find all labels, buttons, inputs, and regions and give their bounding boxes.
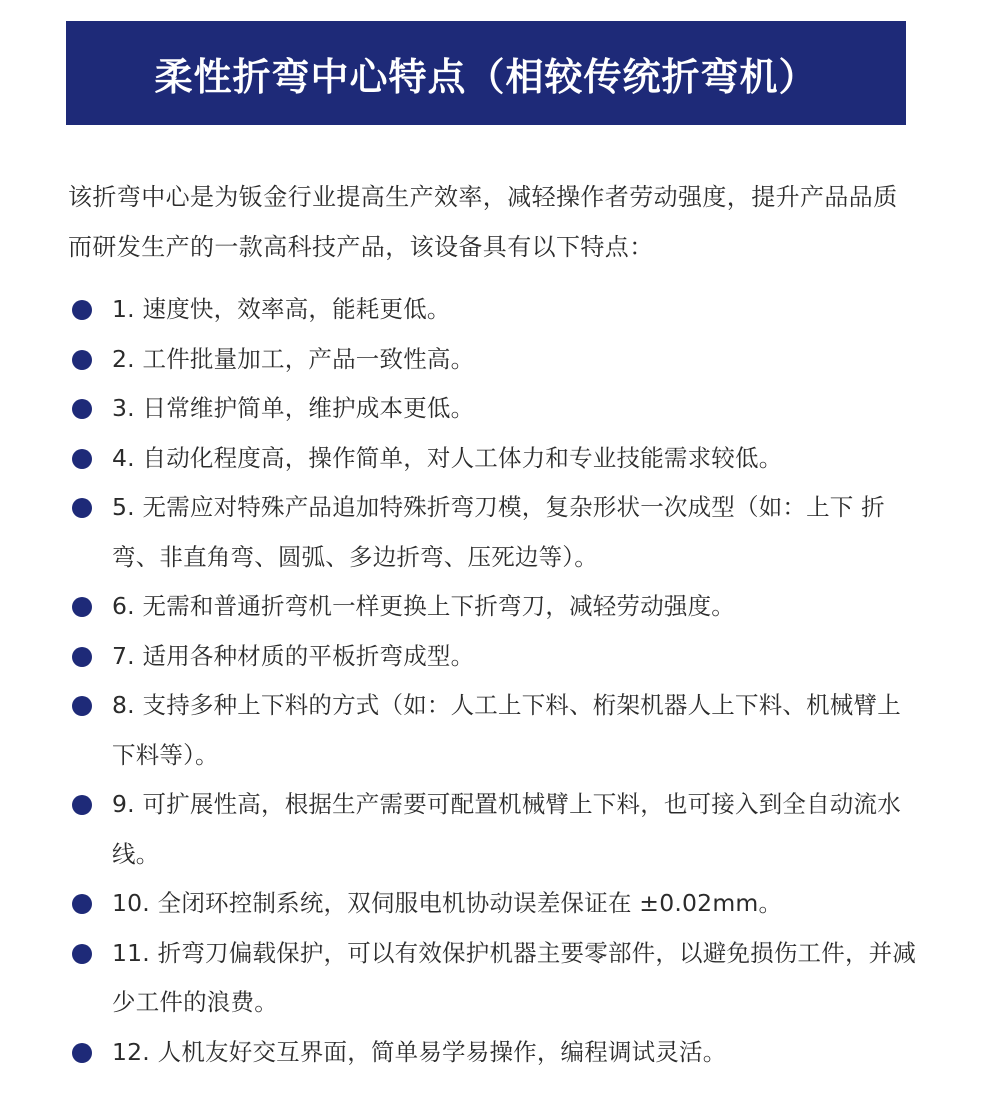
list-item <box>72 582 917 632</box>
feature-text: 2. 工件批量加工，产品一致性高。 <box>112 344 475 373</box>
feature-text: 9. 可扩展性高，根据生产需要可配置机械臂上下料，也可接入到全自动流水线。 <box>112 790 901 868</box>
list-item <box>72 929 917 1028</box>
list-item <box>72 632 917 682</box>
feature-text: 12. 人机友好交互界面，简单易学易操作，编程调试灵活。 <box>112 1037 727 1066</box>
feature-list <box>72 285 917 1077</box>
list-item <box>72 879 917 929</box>
feature-text: 11. 折弯刀偏载保护，可以有效保护机器主要零部件，以避免损伤工件，并减少工件的浪费。 <box>112 938 917 1016</box>
bullet-dot-icon <box>72 696 92 716</box>
bullet-dot-icon <box>72 350 92 370</box>
list-item <box>72 335 917 385</box>
feature-text: 6. 无需和普通折弯机一样更换上下折弯刀，减轻劳动强度。 <box>112 592 735 620</box>
bullet-dot-icon <box>72 1043 92 1063</box>
list-item <box>72 681 917 780</box>
bullet-dot-icon <box>72 498 92 518</box>
feature-text: 7. 适用各种材质的平板折弯成型。 <box>112 641 475 670</box>
list-item <box>72 1028 917 1078</box>
title-banner <box>66 21 906 125</box>
feature-text: 5. 无需应对特殊产品追加特殊折弯刀模，复杂形状一次成型（如：上下 折弯、非直角弯、圆弧、多边折弯、压死边等）。 <box>112 493 885 571</box>
feature-text: 3. 日常维护简单，维护成本更低。 <box>112 394 475 422</box>
bullet-dot-icon <box>72 647 92 667</box>
list-item <box>72 434 917 484</box>
list-item <box>72 384 917 434</box>
list-item <box>72 780 917 879</box>
page-title: 柔性折弯中心特点（相较传统折弯机） <box>154 54 818 99</box>
bullet-dot-icon <box>72 944 92 964</box>
list-item <box>72 285 917 335</box>
feature-text: 8. 支持多种上下料的方式（如：人工上下料、桁架机器人上下料、机械臂上下料等）。 <box>112 691 901 769</box>
bullet-dot-icon <box>72 399 92 419</box>
feature-text: 10. 全闭环控制系统，双伺服电机协动误差保证在 ±0.02mm。 <box>112 889 783 917</box>
feature-text: 1. 速度快，效率高，能耗更低。 <box>112 295 451 323</box>
list-item <box>72 483 917 582</box>
bullet-dot-icon <box>72 449 92 469</box>
intro-paragraph: 该折弯中心是为钣金行业提高生产效率，减轻操作者劳动强度，提升产品品质而研发生产的一款高科技产品，该设备具有以下特点： <box>68 183 898 261</box>
bullet-dot-icon <box>72 894 92 914</box>
bullet-dot-icon <box>72 300 92 320</box>
bullet-dot-icon <box>72 795 92 815</box>
bullet-dot-icon <box>72 597 92 617</box>
feature-text: 4. 自动化程度高，操作简单，对人工体力和专业技能需求较低。 <box>112 443 783 472</box>
